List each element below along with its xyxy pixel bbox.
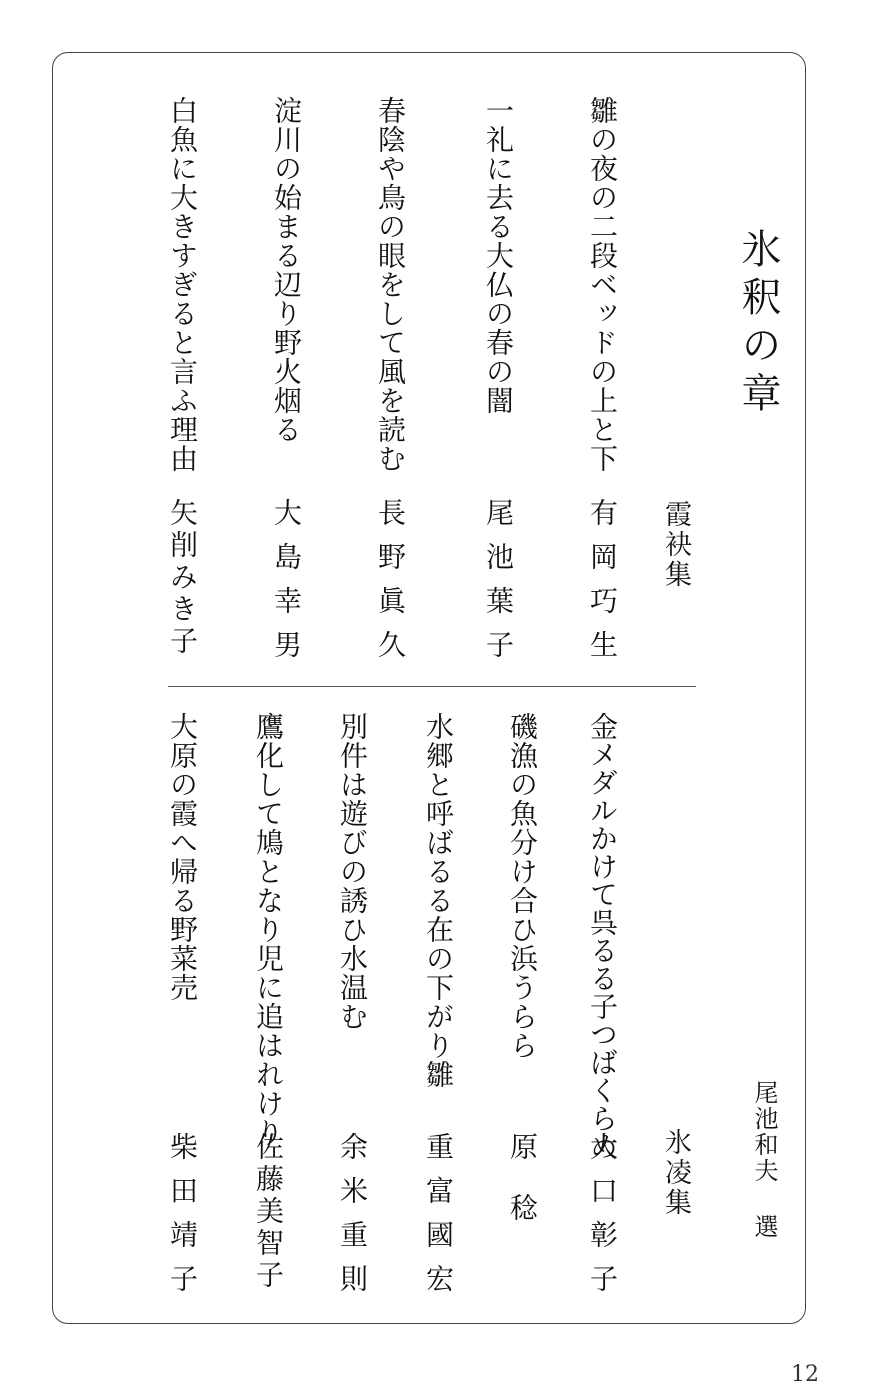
poem-author: 柴田靖子 <box>166 1132 199 1308</box>
page-number: 12 <box>791 1362 819 1387</box>
poem-author: 大島幸男 <box>270 498 303 674</box>
collection-name: 氷凌集 <box>660 1128 691 1218</box>
selector-credit: 尾池和夫 選 <box>750 1080 778 1240</box>
poem-text: 一礼に去る大仏の春の闇 <box>482 96 515 415</box>
poem-text: 別件は遊びの誘ひ水温む <box>336 712 369 1031</box>
chapter-title: 氷釈の章 <box>735 228 781 420</box>
poem-author: 佐藤美智子 <box>252 1132 285 1292</box>
poem-author: 余米重則 <box>336 1132 369 1308</box>
poem-author: 矢削みき子 <box>166 498 199 658</box>
poem-text: 雛の夜の二段ベッドの上と下 <box>586 96 619 473</box>
poem-text: 春陰や鳥の眼をして風を読む <box>374 96 407 473</box>
collection-name: 霞袂集 <box>660 500 691 590</box>
poem-author: 長野眞久 <box>374 498 407 674</box>
poem-author: 有岡巧生 <box>586 498 619 674</box>
poem-author: 尾池葉子 <box>482 498 515 674</box>
poem-author: 大口彰子 <box>586 1132 619 1308</box>
poem-text: 金メダルかけて呉るる子つばくらめ <box>586 712 619 1160</box>
poem-text: 鷹化して鳩となり児に追はれけり <box>252 712 285 1147</box>
section-divider <box>168 686 696 687</box>
poem-text: 白魚に大きすぎると言ふ理由 <box>166 96 199 473</box>
poem-text: 磯漁の魚分け合ひ浜うらら <box>506 712 539 1060</box>
poem-text: 大原の霞へ帰る野菜売 <box>166 712 199 1002</box>
poem-text: 淀川の始まる辺り野火烟る <box>270 96 303 444</box>
poem-text: 水郷と呼ばるる在の下がり雛 <box>422 712 455 1089</box>
poem-author: 原 稔 <box>506 1132 539 1221</box>
poem-author: 重富國宏 <box>422 1132 455 1308</box>
